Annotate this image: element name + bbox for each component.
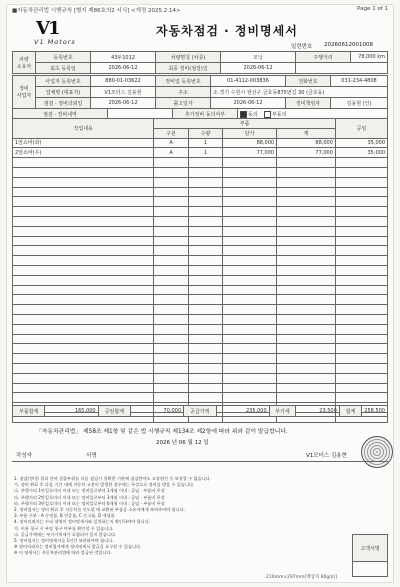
cell-amt: 77,000 [277, 148, 336, 158]
cell-amt [277, 334, 336, 344]
cell-work [13, 207, 154, 217]
cell-unit [223, 373, 277, 383]
table-row [13, 314, 388, 324]
cell-qty [188, 383, 222, 393]
cell-unit [223, 226, 277, 236]
cell-unit [223, 177, 277, 187]
parts-total: 165,000 [45, 406, 98, 417]
table-row [13, 236, 388, 246]
cell-unit [223, 236, 277, 246]
law-reference: ■자동차관리법 시행규칙 [별지 제86호의2 서식] <개정 2025.2.14> [12, 8, 181, 14]
cell-work [13, 305, 154, 315]
paper-size: 210mm×297mm[백상지 80g/㎡] [266, 575, 338, 580]
cell-qty [188, 256, 222, 266]
cell-kind [154, 314, 188, 324]
cell-qty [188, 265, 222, 275]
col-tech: 공임 [335, 119, 387, 139]
col-unit: 단가 [223, 128, 277, 138]
cell-unit [223, 314, 277, 324]
cell-amt [277, 393, 336, 403]
cell-amt [277, 236, 336, 246]
cell-unit [223, 246, 277, 256]
vat-label: 부가세 [269, 406, 296, 417]
writer-sign: 서명 [86, 453, 97, 459]
cell-kind [154, 236, 188, 246]
cell-kind [154, 324, 188, 334]
cell-qty [188, 314, 222, 324]
vehicle-type-label: 차량명칭 (차종) [156, 52, 221, 63]
cell-qty [188, 363, 222, 373]
cell-unit [223, 197, 277, 207]
shop-reg: 01-4112-003836 [211, 76, 286, 87]
cell-tech: 35,000 [335, 138, 387, 148]
cell-qty [188, 393, 222, 403]
shop-name: V1모터스 김용현 [91, 87, 156, 98]
cell-qty [188, 197, 222, 207]
cell-unit [223, 305, 277, 315]
cell-tech [335, 197, 387, 207]
table-row [13, 158, 388, 168]
reg-no-label: 등록번호 [36, 52, 91, 63]
cell-kind [154, 363, 188, 373]
cell-amt [277, 187, 336, 197]
col-qty: 수량 [188, 128, 222, 138]
col-work: 작업내용 [13, 119, 154, 139]
tech-total-label: 공임합계 [98, 406, 130, 417]
table-row [13, 295, 388, 305]
consent-no-label: 부동의 [272, 111, 287, 118]
cell-amt [277, 305, 336, 315]
out-date: 2026-06-12 [211, 98, 286, 109]
cell-work [13, 246, 154, 256]
cell-unit [223, 216, 277, 226]
cell-work: 1앞쇼바(좌) [13, 138, 154, 148]
vehicle-section-a: 차량 [19, 56, 29, 63]
cell-amt [277, 383, 336, 393]
cell-tech [335, 295, 387, 305]
vehicle-section-label [13, 52, 36, 74]
vehicle-table [12, 51, 388, 74]
cell-work [13, 275, 154, 285]
customer-sign-label: 고객서명 [353, 535, 388, 562]
cell-work [13, 285, 154, 295]
note-line: 가. 비용 청구 시 부당 청구 여부를 확인할 수 있습니다. [14, 525, 114, 531]
cell-work: 2앞쇼바(우) [13, 148, 154, 158]
cell-amt: 88,000 [277, 138, 336, 148]
cell-qty [188, 295, 222, 305]
consent-yes-checkbox[interactable] [240, 111, 247, 118]
cell-unit [223, 295, 277, 305]
table-row [13, 393, 388, 403]
col-amt: 계 [277, 128, 336, 138]
table-row [13, 187, 388, 197]
cell-tech [335, 236, 387, 246]
cell-qty [188, 246, 222, 256]
cell-qty [188, 373, 222, 383]
table-row [13, 216, 388, 226]
note-line: 나. 주행거리 1만킬로미터 이내 또는 정비일로부터 1개월 이내 : 공임 · 부품비 무상 [14, 488, 165, 494]
writer-label: 작성자 [16, 453, 32, 459]
check-label: 점검 · 정비내역 [13, 109, 108, 120]
reg-date-label: 최초 등록일 [36, 63, 91, 74]
cell-qty [188, 236, 222, 246]
table-row [13, 246, 388, 256]
cell-tech [335, 265, 387, 275]
note-line: ※ 이 명세서는 자동차관리법에 따라 발급된 것입니다. [14, 550, 112, 556]
cell-kind [154, 275, 188, 285]
supply-label: 공급가액 [184, 406, 216, 417]
cell-tech [335, 216, 387, 226]
cell-work [13, 363, 154, 373]
cell-amt [277, 354, 336, 364]
cell-work [13, 236, 154, 246]
cell-qty [188, 275, 222, 285]
cell-tech [335, 285, 387, 295]
cell-qty [188, 226, 222, 236]
cell-kind [154, 158, 188, 168]
company-seal [361, 436, 393, 468]
cell-kind [154, 305, 188, 315]
table-row [13, 285, 388, 295]
reg-no: 43두1012 [91, 52, 156, 63]
notes-block [14, 476, 334, 557]
cell-tech [335, 344, 387, 354]
note-line: 3. 부품 구분 : A 순정품, B 인증품, C 중고품, D 재생품 [14, 513, 115, 519]
table-row [13, 275, 388, 285]
cell-kind [154, 167, 188, 177]
item-rows [13, 138, 388, 422]
extra-label: 추가정비 동의여부 [173, 109, 238, 120]
shop-section-a: 정비 [19, 86, 29, 92]
shop-table [12, 75, 388, 109]
cell-unit [223, 383, 277, 393]
shop-section-b: 사업자 [16, 93, 32, 99]
note-line: 2. 정비업자는 정비 완료 후 자동차를 인도할 때 교환된 부품을 소유자에게 보여주어야 합니다. [14, 507, 185, 513]
biz-no-label: 사업자 등록번호 [36, 76, 91, 87]
cell-tech [335, 226, 387, 236]
cell-unit [223, 207, 277, 217]
shop-name-label: 업체명 (대표자) [36, 87, 91, 98]
col-kind: 구분 [154, 128, 188, 138]
note-line: 5. 정비업자는 정비명세서를 1년간 보관하여야 합니다. [14, 538, 114, 544]
cell-amt [277, 226, 336, 236]
cell-kind: A [154, 138, 188, 148]
signature-box [352, 534, 388, 577]
cell-kind [154, 334, 188, 344]
cell-amt [277, 216, 336, 226]
cell-kind: A [154, 148, 188, 158]
cell-unit [223, 187, 277, 197]
cell-amt [277, 275, 336, 285]
cell-amt [277, 295, 336, 305]
document-title: 자동차점검 · 정비명세서 [156, 24, 298, 38]
cell-amt [277, 285, 336, 295]
table-row [13, 354, 388, 364]
cell-kind [154, 256, 188, 266]
consent-yes-label: 동의 [248, 111, 258, 118]
table-row [13, 197, 388, 207]
shop-section-label [13, 76, 36, 109]
tel: 031-234-4808 [331, 76, 388, 87]
cell-tech [335, 207, 387, 217]
note-line: 4. 정비의뢰자는 수리 내역이 정비명세서와 일치하는지 확인하여야 합니다. [14, 519, 151, 525]
cell-unit [223, 265, 277, 275]
cell-kind [154, 393, 188, 403]
cell-tech [335, 305, 387, 315]
warranty: 김용현 (인) [331, 98, 388, 109]
cell-kind [154, 344, 188, 354]
cell-tech [335, 187, 387, 197]
parts-total-label: 부품합계 [13, 406, 45, 417]
cell-kind [154, 383, 188, 393]
cell-amt [277, 167, 336, 177]
cell-qty [188, 324, 222, 334]
document-sheet [6, 4, 394, 583]
cell-qty [188, 285, 222, 295]
note-line: 다. 주행거리 2만킬로미터 이내 또는 정비일로부터 3개월 이내 : 공임 · 부품비 무상 [14, 494, 165, 500]
cell-work [13, 226, 154, 236]
reg-date: 2026-06-12 [91, 63, 156, 74]
cell-amt [277, 207, 336, 217]
mileage-label: 주행거리 [296, 52, 351, 63]
brand-logo [16, 18, 116, 48]
table-row [13, 334, 388, 344]
cell-qty [188, 158, 222, 168]
biz-no: 880-01-03622 [91, 76, 156, 87]
cell-work [13, 324, 154, 334]
cell-tech [335, 354, 387, 364]
empty-cell [296, 63, 388, 74]
addr-label: 주소 [156, 87, 211, 98]
totals-table [12, 405, 388, 417]
cell-amt [277, 373, 336, 383]
cell-tech [335, 334, 387, 344]
cell-unit [223, 334, 277, 344]
page-indicator: Page 1 of 1 [357, 6, 388, 12]
cell-qty [188, 334, 222, 344]
cell-work [13, 158, 154, 168]
cell-kind [154, 207, 188, 217]
table-row [13, 138, 388, 148]
table-row [13, 265, 388, 275]
cell-work [13, 187, 154, 197]
cell-amt [277, 158, 336, 168]
out-label: 출고일자 [156, 98, 211, 109]
table-row [13, 363, 388, 373]
cell-qty [188, 305, 222, 315]
cell-amt [277, 363, 336, 373]
cell-amt [277, 314, 336, 324]
cell-tech: 35,000 [335, 148, 387, 158]
cell-unit [223, 256, 277, 266]
cell-work [13, 167, 154, 177]
supply: 235,000 [216, 406, 269, 417]
cell-tech [335, 393, 387, 403]
cell-tech [335, 373, 387, 383]
cell-tech [335, 177, 387, 187]
recv-date: 2026-06-12 [91, 98, 156, 109]
table-row [13, 226, 388, 236]
cell-kind [154, 177, 188, 187]
cell-tech [335, 246, 387, 256]
form-header [6, 4, 394, 14]
vat: 23,500 [296, 406, 340, 417]
cell-qty: 1 [188, 148, 222, 158]
tech-total: 70,000 [131, 406, 184, 417]
col-parts: 부품 [154, 119, 336, 129]
cell-unit [223, 167, 277, 177]
table-row [13, 305, 388, 315]
cell-work [13, 393, 154, 403]
cell-unit: 88,000 [223, 138, 277, 148]
confirm-text: 「자동차관리법」 제58조 제1항 및 같은 법 시행규칙 제134조 제2항에 따라 위와 같이 발급합니다. [36, 429, 288, 435]
note-line: 가. 정비 완료 후 다음 기간 내에 자동차 고장이 발생한 경우에는 무상으로 정비를 받을 수 있습니다. [14, 482, 195, 488]
table-row [13, 324, 388, 334]
cell-work [13, 373, 154, 383]
divider [12, 461, 388, 462]
cell-tech [335, 363, 387, 373]
cell-unit [223, 275, 277, 285]
cell-qty [188, 177, 222, 187]
serial-number: 20260612001008 [324, 42, 373, 48]
cell-amt [277, 246, 336, 256]
cell-qty: 1 [188, 138, 222, 148]
cell-kind [154, 295, 188, 305]
cell-qty [188, 167, 222, 177]
cell-work [13, 265, 154, 275]
serial-label: 일련번호 [291, 44, 313, 50]
cell-work [13, 197, 154, 207]
cell-tech [335, 314, 387, 324]
cell-work [13, 344, 154, 354]
note-line: 나. 공급가액에는 부가가치세가 포함되어 있지 않습니다. [14, 531, 117, 537]
cell-work [13, 334, 154, 344]
table-row [13, 373, 388, 383]
cell-work [13, 216, 154, 226]
cell-amt [277, 177, 336, 187]
cell-amt [277, 256, 336, 266]
table-row [13, 177, 388, 187]
cell-kind [154, 373, 188, 383]
tel-label: 전화번호 [286, 76, 331, 87]
cell-qty [188, 344, 222, 354]
warranty-label: 정비책임자 [286, 98, 331, 109]
recv-label: 점검 · 정비의뢰일 [36, 98, 91, 109]
cell-unit [223, 354, 277, 364]
cell-work [13, 177, 154, 187]
table-row [13, 148, 388, 158]
cell-unit [223, 344, 277, 354]
table-row [13, 207, 388, 217]
grand-total: 258,500 [362, 406, 388, 417]
items-table [12, 118, 388, 423]
note-line: 1. 점검(정비) 결과 잔여 결함부위를 다음 점검시 정확한 기관에 점검받아도 고장원인 등 보장할 수 없습니다. [14, 476, 212, 481]
cell-unit [223, 393, 277, 403]
table-row [13, 383, 388, 393]
cell-kind [154, 226, 188, 236]
cell-amt [277, 324, 336, 334]
cell-tech [335, 324, 387, 334]
cell-unit [223, 158, 277, 168]
last-check-label: 최종 정비(점검)일 [156, 63, 221, 74]
cell-kind [154, 197, 188, 207]
cell-work [13, 295, 154, 305]
mileage: 78,000 km [351, 52, 388, 63]
vehicle-section-b: 소유자 [16, 63, 32, 70]
cell-unit [223, 285, 277, 295]
cell-tech [335, 158, 387, 168]
table-row [13, 167, 388, 177]
cell-kind [154, 265, 188, 275]
cell-tech [335, 256, 387, 266]
cell-kind [154, 285, 188, 295]
cell-work [13, 354, 154, 364]
cell-kind [154, 187, 188, 197]
cell-amt [277, 197, 336, 207]
vehicle-type: 모닝 [221, 52, 296, 63]
cell-work [13, 314, 154, 324]
cell-kind [154, 216, 188, 226]
cell-unit: 77,000 [223, 148, 277, 158]
cell-qty [188, 187, 222, 197]
cell-amt [277, 344, 336, 354]
issuer-name: V1모터스 김용현 [306, 453, 347, 459]
shop-reg-label: 정비업 등록번호 [156, 76, 211, 87]
logo-name: V1 Motors [34, 38, 76, 46]
cell-qty [188, 207, 222, 217]
last-check: 2026-06-12 [221, 63, 296, 74]
cell-kind [154, 354, 188, 364]
cell-qty [188, 216, 222, 226]
cell-amt [277, 265, 336, 275]
cell-tech [335, 167, 387, 177]
table-row [13, 344, 388, 354]
table-row [13, 256, 388, 266]
logo-mark: V1 [36, 18, 59, 39]
cell-work [13, 383, 154, 393]
grand-total-label: 합계 [339, 406, 362, 417]
customer-sign-field[interactable] [353, 562, 388, 577]
cell-unit [223, 324, 277, 334]
cell-tech [335, 275, 387, 285]
cell-unit [223, 363, 277, 373]
note-line: ※ 정비의뢰자는 정비업자에게 정비명세서 발급을 요구할 수 있습니다. [14, 544, 142, 550]
cell-work [13, 256, 154, 266]
note-line: 라. 주행거리 3만킬로미터 이내 또는 정비일로부터 6개월 이내 : 공임 · 부품비 무상 [14, 500, 165, 506]
cell-tech [335, 383, 387, 393]
consent-no-checkbox[interactable] [264, 111, 271, 118]
shop-addr: 소 경기 수원시 권선구 금호동875번길 30 (금호동) [211, 87, 388, 98]
cell-qty [188, 354, 222, 364]
issue-date: 2026 년 06 월 12 일 [156, 440, 209, 446]
cell-kind [154, 246, 188, 256]
